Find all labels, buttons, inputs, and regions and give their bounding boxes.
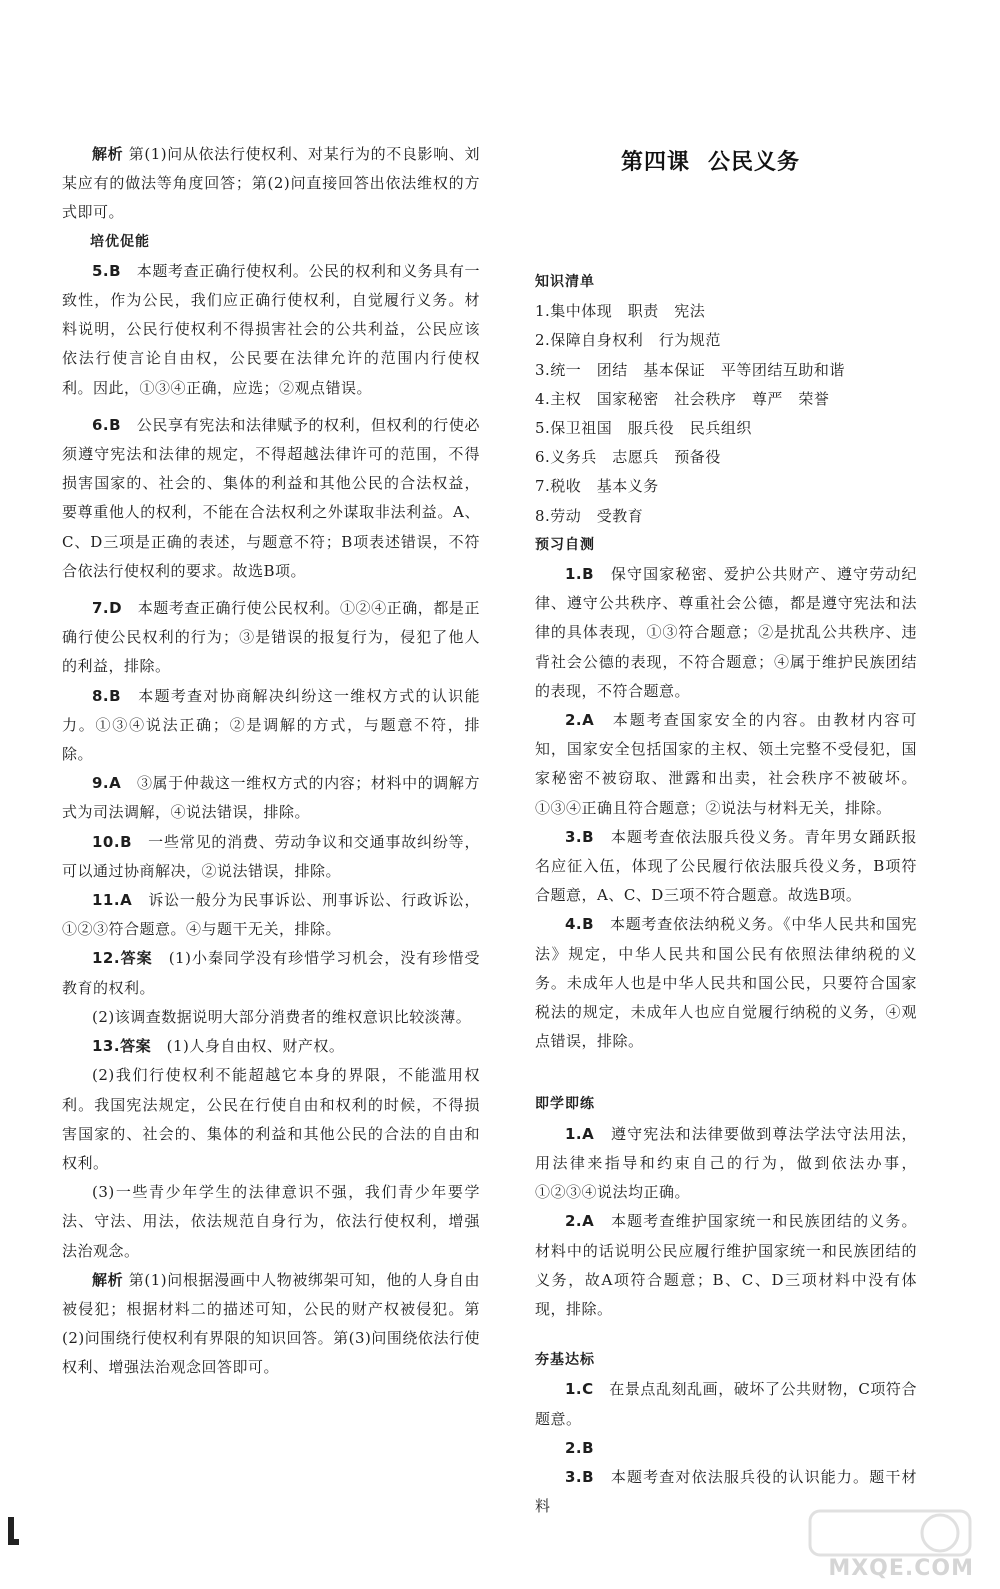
- knowledge-item: 1.集中体现 职责 宪法: [535, 302, 706, 321]
- answer-q13-part3: (3)一些青少年学生的法律意识不强，我们青少年要学法、守法、用法，依法规范自身行为，依法行使权利，增强法治观念。: [62, 1183, 480, 1260]
- section-heading-zhishi: 知识清单: [535, 274, 595, 290]
- answer-text: 本题考查依法纳税义务。《中华人民共和国宪法》规定，中华人民共和国公民有依照法律纳税的义务。未成年人也是中华人民共和国公民，只要符合国家税法的规定，未成年人也应自觉履行纳税的义务，④观点错误，排除。: [535, 915, 917, 1051]
- answer-text: (1)小秦同学没有珍惜学习机会，没有珍惜受教育的权利。: [62, 949, 480, 997]
- knowledge-item: 4.主权 国家秘密 社会秩序 尊严 荣誉: [535, 389, 830, 408]
- answer-q12: [62, 944, 480, 1002]
- answer-label: 答案: [120, 949, 153, 968]
- section-heading-peiyou: 培优促能: [90, 233, 150, 250]
- answer-j2: [535, 1207, 917, 1324]
- knowledge-item: 3.统一 团结 基本保证 平等团结互助和谐: [535, 360, 845, 379]
- answer-d2: [535, 1434, 917, 1463]
- analysis-label: 解析: [92, 1270, 124, 1289]
- answer-q13-part2: (2)我们行使权利不能超越它本身的界限，不能滥用权利。我国宪法规定，公民在行使自由和权利的时候，不得损害国家的、社会的、集体的利益和其他公民的合法的自由和权利。: [62, 1066, 480, 1172]
- answer-text: 本题考查维护国家统一和民族团结的义务。材料中的话说明公民应履行维护国家统一和民族团结的义务，故A项符合题意；B、C、D三项材料中没有体现，排除。: [535, 1212, 917, 1318]
- answer-text: 本题考查国家安全的内容。由教材内容可知，国家安全包括国家的主权、领土完整不受侵犯，国家秘密不被窃取、泄露和出卖，社会秩序不被破坏。①③④正确且符合题意；②说法与材料无关，排除。: [535, 711, 917, 817]
- answer-text: 在景点乱刻乱画，破坏了公共财物，C项符合题意。: [535, 1380, 917, 1428]
- answer-number: 3.B: [565, 1467, 595, 1486]
- answer-y2: [535, 706, 917, 823]
- answer-text: 诉讼一般分为民事诉讼、刑事诉讼、行政诉讼，①②③符合题意。④与题干无关，排除。: [62, 891, 480, 939]
- answer-q13: [62, 1032, 480, 1061]
- answer-text: 本题考查正确行使公民权利。①②④正确，都是正确行使公民权利的行为；③是错误的报复行为，侵犯了他人的利益，排除。: [62, 599, 480, 676]
- analysis-label: 解析: [92, 145, 124, 163]
- answer-number: 7.D: [92, 599, 123, 618]
- answer-number: 13.: [92, 1037, 121, 1056]
- knowledge-item: 2.保障自身权利 行为规范: [535, 331, 721, 350]
- left-column: [62, 140, 480, 1383]
- answer-number: 1.B: [565, 565, 595, 584]
- answer-number: 5.B: [92, 261, 122, 280]
- answer-number: 8.B: [92, 686, 122, 705]
- answer-text: (1)人身自由权、财产权。: [166, 1037, 345, 1056]
- analysis-text: 第(1)问从依法行使权利、对某行为的不良影响、刘某应有的做法等角度回答；第(2)问直接回答出依法维权的方式即可。: [62, 145, 480, 222]
- answer-y3: [535, 823, 917, 911]
- answer-q7: [62, 594, 480, 682]
- section-heading-duoji: 夯基达标: [535, 1352, 595, 1369]
- analysis-text: 第(1)问根据漫画中人物被绑架可知，他的人身自由被侵犯；根据材料二的描述可知，公民的财产权被侵犯。第(2)问围绕行使权利有界限的知识回答。第(3)问围绕依法行使权利、增强法治观念回答即可。: [62, 1270, 480, 1377]
- answer-number: 2.B: [565, 1438, 595, 1457]
- answer-q5: [62, 257, 480, 403]
- lesson-title: [621, 145, 800, 176]
- section-heading-yuxi: 预习自测: [535, 536, 595, 553]
- answer-y4: [535, 910, 917, 1056]
- answer-number: 4.B: [565, 915, 595, 934]
- answer-number: 2.A: [565, 711, 595, 730]
- answer-number: 1.A: [565, 1124, 595, 1143]
- scan-edge-mark: [6, 1509, 20, 1549]
- answer-number: 2.A: [565, 1212, 595, 1231]
- answer-number: 11.A: [92, 891, 133, 910]
- answer-d1: [535, 1375, 917, 1433]
- knowledge-item: 7.税收 基本义务: [535, 477, 659, 496]
- knowledge-item: 8.劳动 受教育: [535, 506, 644, 525]
- answer-text: 本题考查对协商解决纠纷这一维权方式的认识能力。①③④说法正确；②是调解的方式，与题意不符，排除。: [62, 686, 480, 764]
- answer-q11: [62, 886, 480, 944]
- answer-label: 答案: [120, 1037, 152, 1056]
- lesson-name: 公民义务: [708, 150, 801, 175]
- watermark-text: MXQE.COM: [828, 1556, 974, 1581]
- analysis-q13: [62, 1266, 480, 1383]
- knowledge-item: 5.保卫祖国 服兵役 民兵组织: [535, 419, 752, 438]
- answer-text: 保守国家秘密、爱护公共财产、遵守劳动纪律、遵守公共秩序、尊重社会公德，都是遵守宪法和法律的具体表现，①③符合题意；②是扰乱公共秩序、违背社会公德的表现，不符合题意；④属于维护民族团结的表现，不符合题意。: [535, 565, 917, 700]
- answer-j1: [535, 1120, 917, 1208]
- answer-q12-part2: (2)该调查数据说明大部分消费者的维权意识比较淡薄。: [92, 1007, 472, 1026]
- answer-text: 公民享有宪法和法律赋予的权利，但权利的行使必须遵守宪法和法律的规定，不得超越法律许可的范围，不得损害国家的、社会的、集体的利益和其他公民的合法权益，要尊重他人的权利，不能在合法权利之外谋取非法利益。A、C、D三项是正确的表述，与题意不符；B项表述错误，不符合依法行使权利的要求。故选B项。: [62, 415, 480, 580]
- analysis-paragraph: [62, 140, 480, 228]
- answer-number: 10.B: [92, 832, 133, 851]
- answer-q10: [62, 828, 480, 886]
- answer-text: 一些常见的消费、劳动争议和交通事故纠纷等，可以通过协商解决，②说法错误，排除。: [62, 832, 480, 880]
- section-heading-jixue: 即学即练: [535, 1096, 595, 1113]
- answer-q9: [62, 769, 480, 827]
- answer-text: 本题考查对依法服兵役的认识能力。题干材料: [535, 1467, 917, 1516]
- answer-q8: [62, 682, 480, 770]
- answer-number: 9.A: [92, 774, 122, 793]
- answer-text: 遵守宪法和法律要做到尊法学法守法用法，用法律来指导和约束自己的行为，做到依法办事，①②③④说法均正确。: [535, 1124, 917, 1202]
- answer-y1: [535, 560, 917, 706]
- answer-q6: [62, 411, 480, 586]
- answer-text: 本题考查依法服兵役义务。青年男女踊跃报名应征入伍，体现了公民履行依法服兵役义务，B项符合题意，A、C、D三项不符合题意。故选B项。: [535, 827, 917, 905]
- answer-text: ③属于仲裁这一维权方式的内容；材料中的调解方式为司法调解，④说法错误，排除。: [62, 774, 480, 822]
- answer-number: 3.B: [565, 827, 595, 846]
- answer-text: 本题考查正确行使权利。公民的权利和义务具有一致性，作为公民，我们应正确行使权利，自觉履行义务。材料说明，公民行使权利不得损害社会的公共利益，公民应该依法行使言论自由权，公民要在法律允许的范围内行使权利。因此，①③④正确，应选；②观点错误。: [62, 261, 480, 397]
- answer-number: 12.: [92, 949, 121, 968]
- knowledge-item: 6.义务兵 志愿兵 预备役: [535, 448, 721, 467]
- right-column: [535, 268, 917, 1521]
- answer-number: 1.C: [565, 1380, 594, 1399]
- answer-number: 6.B: [92, 415, 122, 434]
- lesson-number: 第四课: [621, 150, 691, 175]
